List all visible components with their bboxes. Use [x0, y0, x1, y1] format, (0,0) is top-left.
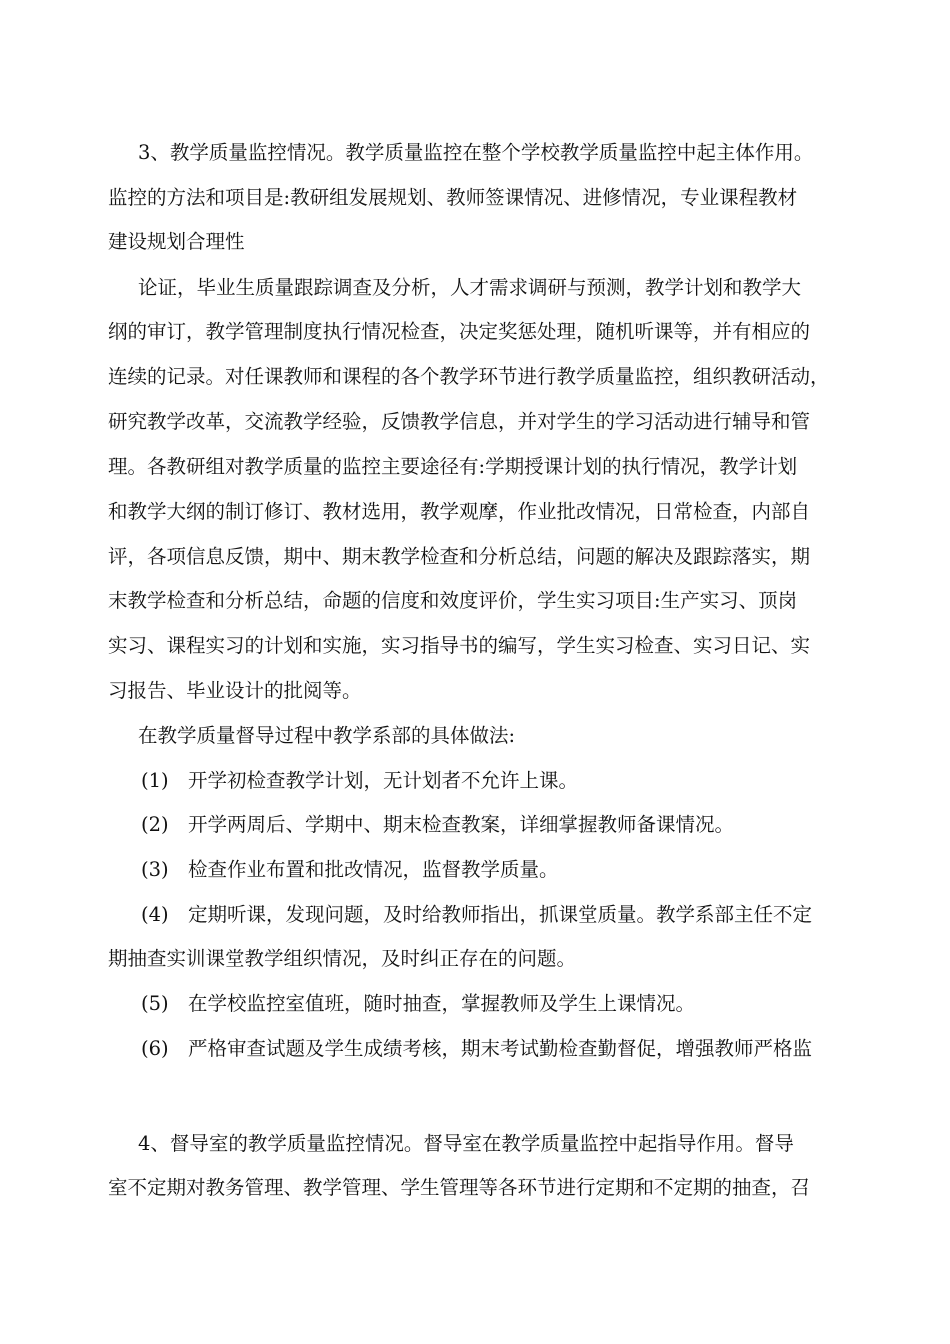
- paragraph-line: 论证，毕业生质量跟踪调查及分析，人才需求调研与预测，教学计划和教学大: [138, 276, 802, 299]
- item-number: (5): [141, 992, 169, 1015]
- paragraph-line: 理。各教研组对教学质量的监控主要途径有:学期授课计划的执行情况，教学计划: [108, 455, 798, 478]
- item-text: 检查作业布置和批改情况，监督教学质量。: [188, 858, 559, 881]
- paragraph-line: 纲的审订，教学管理制度执行情况检查，决定奖惩处理，随机听课等，并有相应的: [108, 320, 811, 343]
- item-number: (3): [141, 858, 169, 881]
- section3-line-3: 建设规划合理性: [108, 230, 245, 253]
- item-number: (1): [141, 769, 169, 792]
- item-number: (4): [141, 903, 169, 926]
- paragraph-line: 研究教学改革，交流教学经验，反馈教学信息，并对学生的学习活动进行辅导和管: [108, 410, 811, 433]
- section4-line-1: 4、督导室的教学质量监控情况。督导室在教学质量监控中起指导作用。督导: [138, 1132, 794, 1155]
- section4-line-2: 室不定期对教务管理、教学管理、学生管理等各环节进行定期和不定期的抽查，召: [108, 1176, 811, 1199]
- paragraph-line: 末教学检查和分析总结，命题的信度和效度评价，学生实习项目:生产实习、顶岗: [108, 589, 798, 612]
- item-text: 严格审查试题及学生成绩考核，期末考试勤检查勤督促，增强教师严格监: [188, 1037, 813, 1060]
- paragraph-line: 和教学大纲的制订修订、教材选用，教学观摩，作业批改情况，日常检查，内部自: [108, 500, 811, 523]
- paragraph-line: 习报告、毕业设计的批阅等。: [108, 679, 362, 702]
- item-text: 定期听课，发现问题，及时给教师指出，抓课堂质量。教学系部主任不定: [188, 903, 813, 926]
- item-number: (6): [141, 1037, 169, 1060]
- paragraph-line: 连续的记录。对任课教师和课程的各个教学环节进行教学质量监控，组织教研活动，: [108, 365, 830, 388]
- section3-line-2: 监控的方法和项目是:教研组发展规划、教师签课情况、进修情况，专业课程教材: [108, 186, 798, 209]
- paragraph-line: 评，各项信息反馈，期中、期末教学检查和分析总结，问题的解决及跟踪落实，期: [108, 545, 811, 568]
- item-text-continued: 期抽查实训课堂教学组织情况，及时纠正存在的问题。: [108, 947, 577, 970]
- item-text: 开学两周后、学期中、期末检查教案，详细掌握教师备课情况。: [188, 813, 735, 836]
- item-text: 在学校监控室值班，随时抽查，掌握教师及学生上课情况。: [188, 992, 696, 1015]
- item-text: 开学初检查教学计划，无计划者不允许上课。: [188, 769, 579, 792]
- section3-line-1: 3、教学质量监控情况。教学质量监控在整个学校教学质量监控中起主体作用。: [138, 141, 814, 164]
- practice-intro: 在教学质量督导过程中教学系部的具体做法:: [138, 724, 516, 747]
- paragraph-line: 实习、课程实习的计划和实施，实习指导书的编写，学生实习检查、实习日记、实: [108, 634, 811, 657]
- item-number: (2): [141, 813, 169, 836]
